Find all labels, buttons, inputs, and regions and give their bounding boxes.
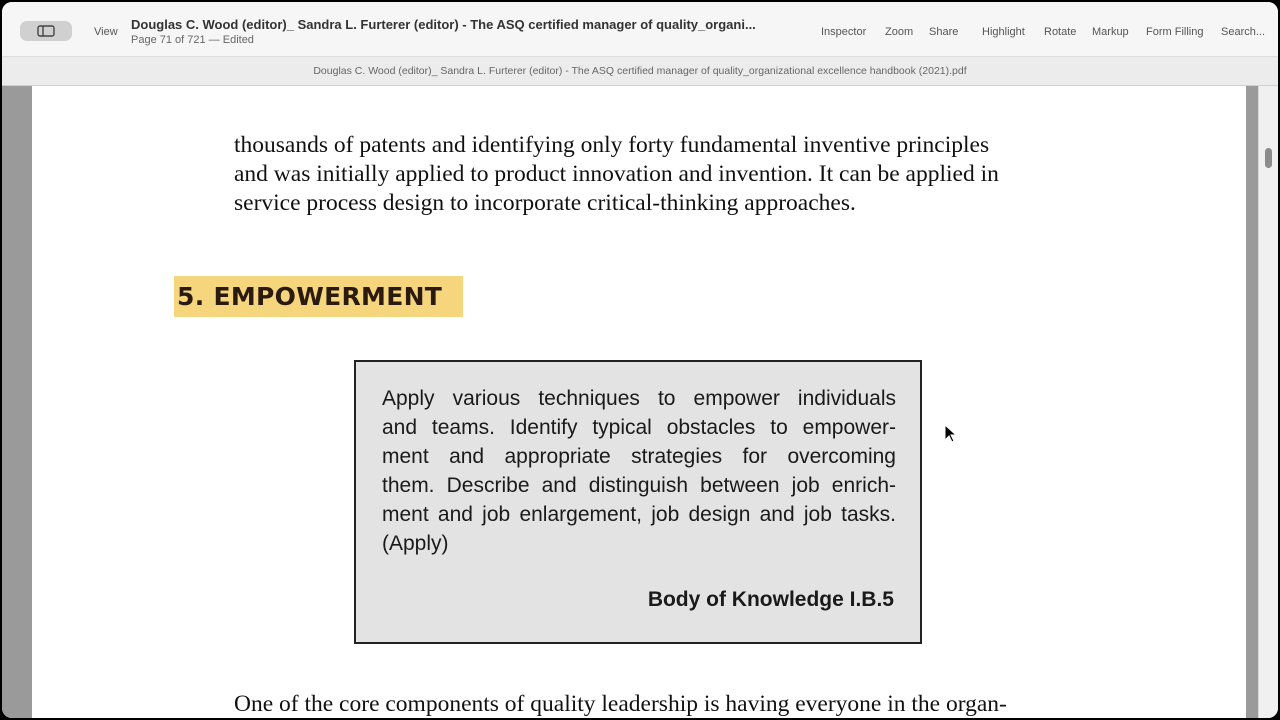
- form-filling-button[interactable]: Form Filling: [1146, 26, 1204, 38]
- bok-line: and teams. Identify typical obstacles to empower-: [382, 416, 896, 439]
- mouse-cursor-icon: [944, 424, 958, 444]
- document-subtitle: Page 71 of 721 — Edited: [131, 34, 254, 46]
- paragraph-line: service process design to incorporate critical-thinking approaches.: [234, 190, 856, 216]
- paragraph-line-partial: One of the core components of quality leadership is having everyone in the organ-: [234, 691, 1007, 717]
- pdf-page: [32, 86, 1246, 718]
- body-of-knowledge-box: [354, 360, 922, 644]
- markup-button[interactable]: Markup: [1092, 26, 1129, 38]
- bok-line: ment and appropriate strategies for overcoming: [382, 445, 896, 468]
- bok-line: Apply various techniques to empower individuals: [382, 387, 896, 410]
- sidebar-icon: [37, 25, 55, 37]
- bok-line: them. Describe and distinguish between job enrich-: [382, 474, 896, 497]
- view-menu-button[interactable]: View: [94, 26, 118, 38]
- section-heading-highlighted: 5. EMPOWERMENT: [174, 276, 463, 317]
- document-viewport[interactable]: [2, 86, 1278, 718]
- zoom-button[interactable]: Zoom: [885, 26, 914, 38]
- document-title: Douglas C. Wood (editor)_ Sandra L. Furterer (editor) - The ASQ certified manager of quality_organi...: [131, 17, 756, 32]
- share-button[interactable]: Share: [929, 26, 959, 38]
- bok-line: ment and job enlargement, job design and job tasks.: [382, 503, 896, 526]
- bok-reference: Body of Knowledge I.B.5: [647, 588, 894, 611]
- paragraph-line: and was initially applied to product innovation and invention. It can be applied in: [234, 161, 999, 187]
- tab-document-title[interactable]: Douglas C. Wood (editor)_ Sandra L. Furterer (editor) - The ASQ certified manager of quality_organizational excellence handbook (2021).pdf: [313, 65, 967, 77]
- paragraph-line: thousands of patents and identifying only forty fundamental inventive principles: [234, 132, 990, 158]
- scrollbar-thumb[interactable]: [1265, 148, 1272, 168]
- vertical-scrollbar[interactable]: [1258, 86, 1278, 718]
- toolbar: [2, 2, 1278, 56]
- inshot-watermark: InShOt: [1042, 632, 1233, 688]
- tab-bar: [2, 56, 1278, 86]
- bok-description: [382, 384, 896, 558]
- search-button[interactable]: Search...: [1221, 26, 1266, 38]
- rotate-button[interactable]: Rotate: [1044, 26, 1077, 38]
- bok-line: (Apply): [382, 532, 449, 555]
- body-paragraph: [234, 131, 1114, 218]
- highlight-button[interactable]: Highlight: [982, 26, 1025, 38]
- sidebar-toggle-button[interactable]: [20, 21, 72, 41]
- inspector-button[interactable]: Inspector: [821, 26, 867, 38]
- preview-window: [2, 2, 1278, 718]
